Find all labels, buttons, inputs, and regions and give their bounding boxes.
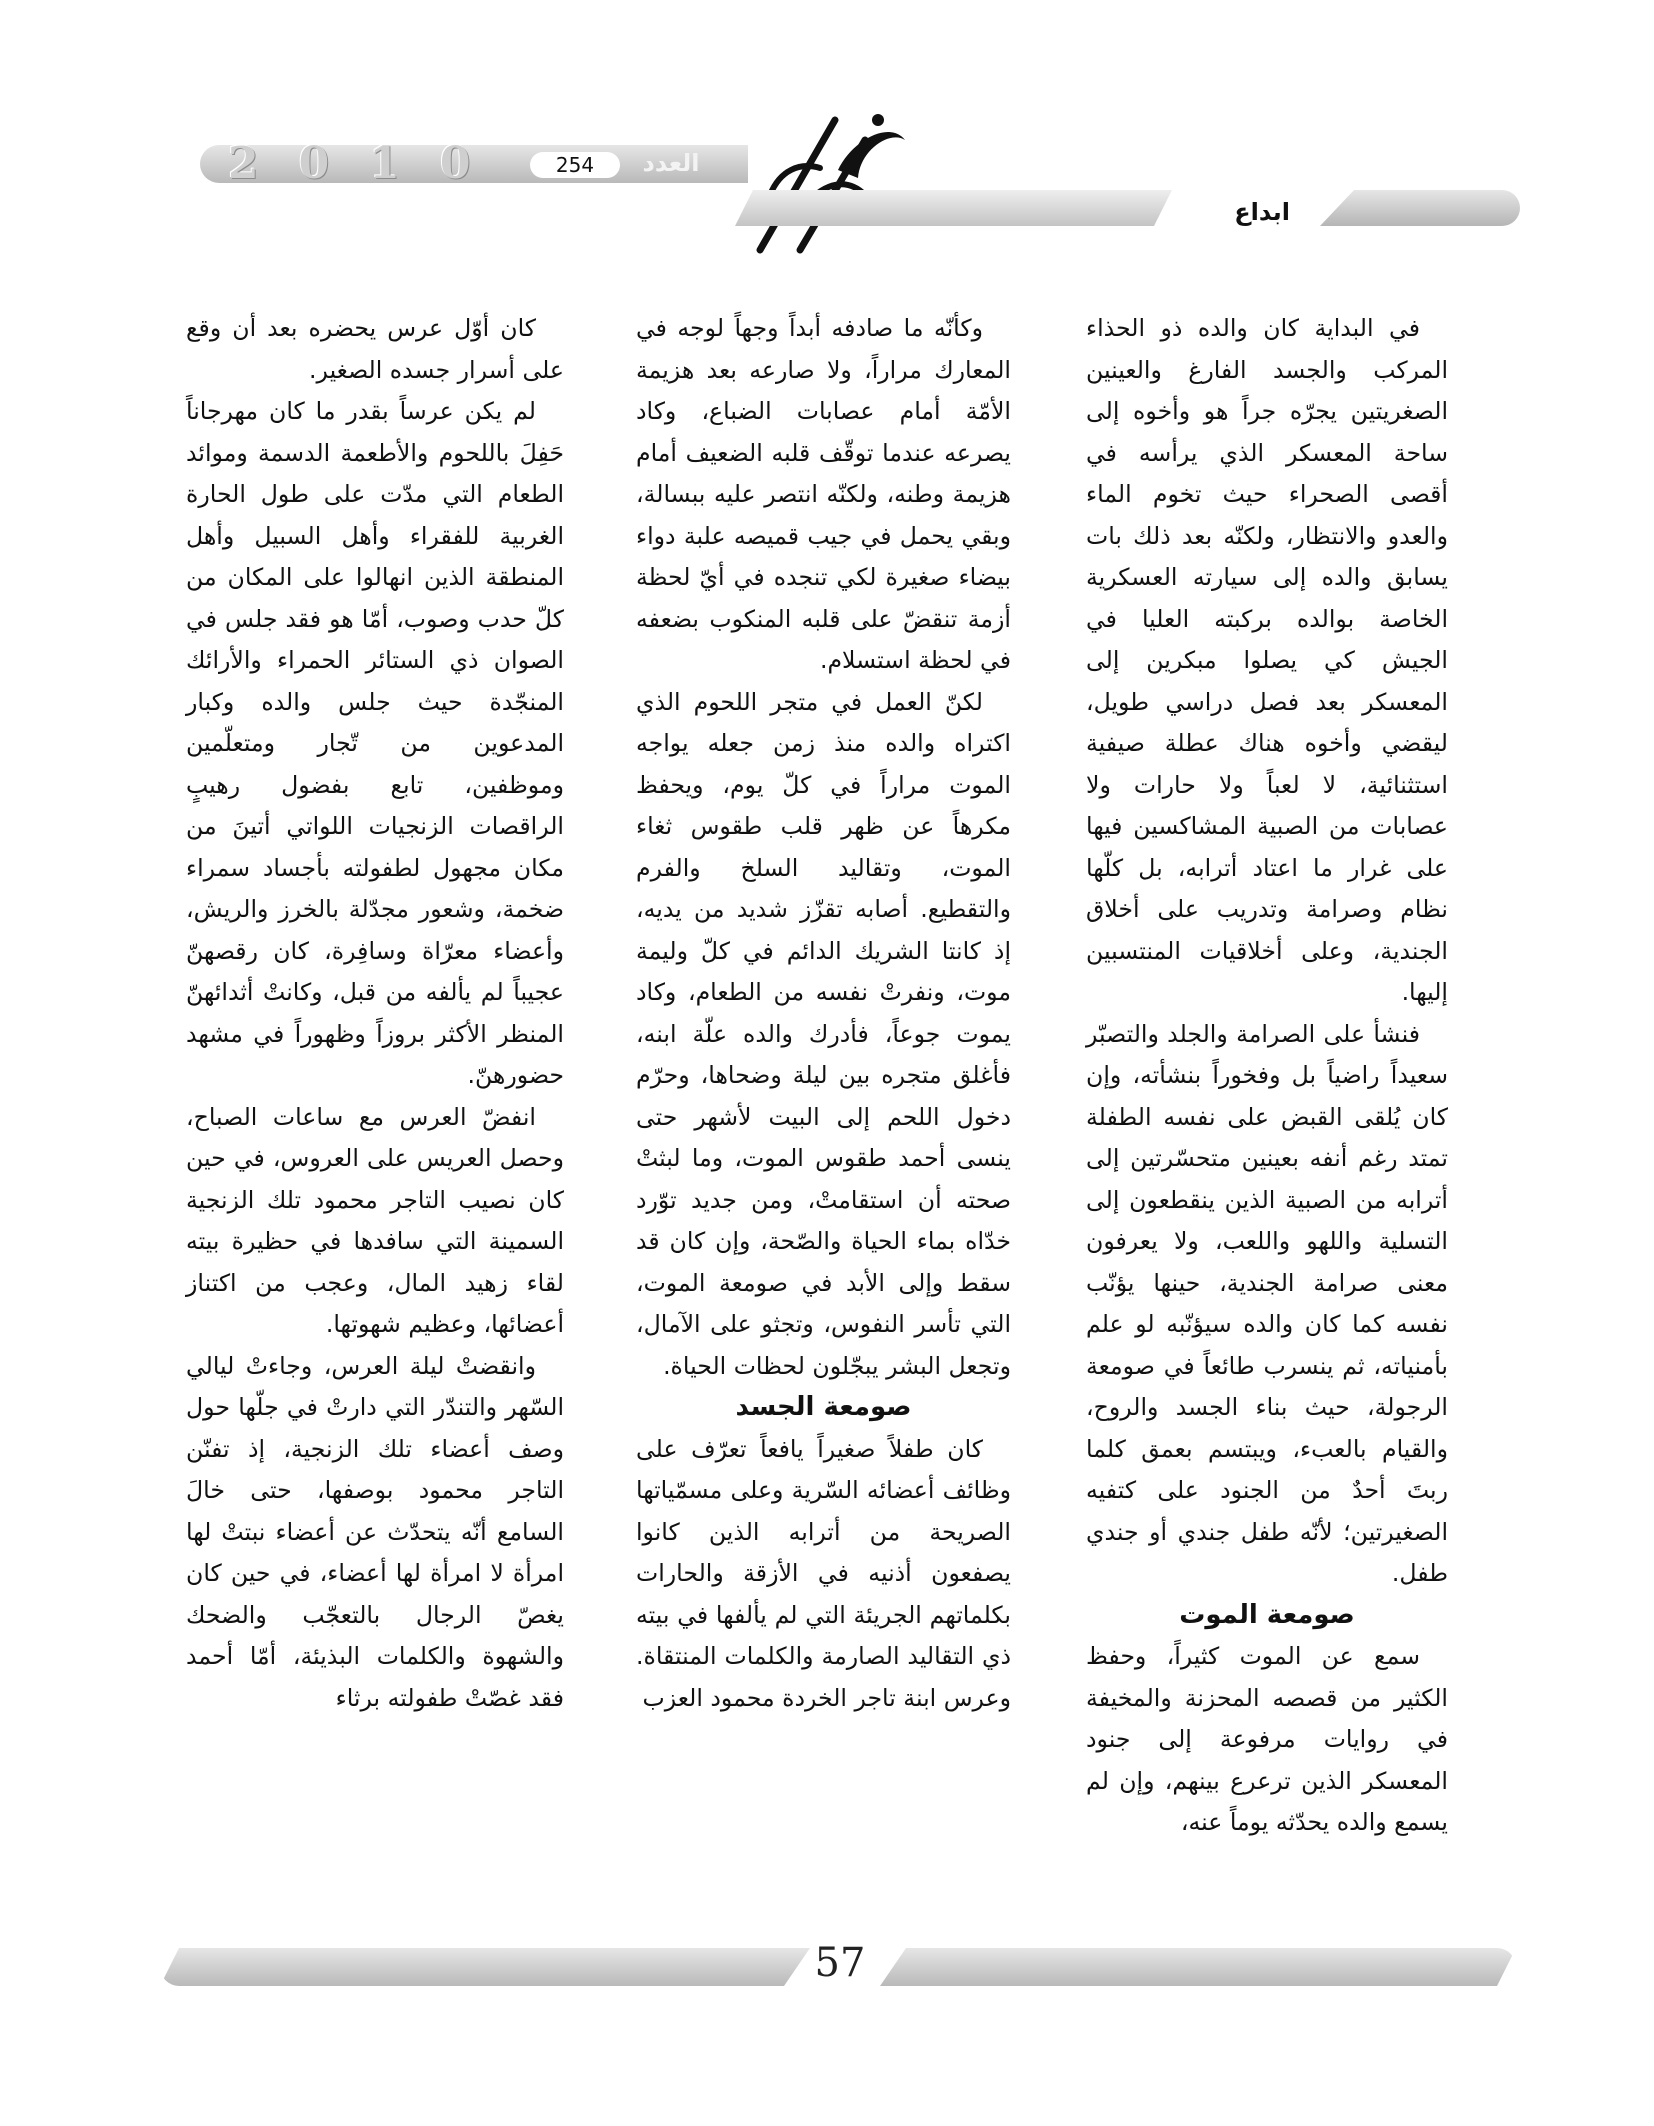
column-left: [186, 308, 564, 1719]
paragraph: سمع عن الموت كثيراً، وحفظ الكثير من قصصه المحزنة والمخيفة في روايات مرفوعة إلى جنود المعسكر الذين ترعرع بينهم، وإن لم يسمع والده يحدّثه يوماً عنه،: [1086, 1642, 1448, 1836]
issue-number: 254: [555, 153, 595, 177]
issue-label: العدد: [642, 149, 700, 177]
column-right: [1086, 308, 1448, 1844]
header-tab-right: [1320, 190, 1520, 226]
subheading: صومعة الموت: [1179, 1599, 1355, 1630]
paragraph: انفضّ العرس مع ساعات الصباح، وحصل العريس على العروس، في حين كان نصيب التاجر محمود تلك الزنجية السمينة التي سافدها في حظيرة بيته لقاء زهيد المال، وعجب من اكتناز أعضائها، وعظيم شهوتها.: [186, 1102, 564, 1338]
paragraph: وكأنّه ما صادفه أبداً وجهاً لوجه في المعارك مراراً، ولا صارعه بعد هزيمة الأمّة أمام عصابات الضباع، وكاد يصرعه عندما توقّف قلبه الضعيف أمام هزيمة وطنه، ولكنّه انتصر عليه ببسالة، وبقي يحمل في جيب قميصه علبة دواء بيضاء صغيرة لكي تنجده في أيّ لحظة أزمة تنقضّ على قلبه المنكوب بضعفه في لحظة استسلام.: [636, 314, 1011, 674]
paragraph: كان طفلاً صغيراً يافعاً تعرّف على وظائف أعضائه السّرية وعلى مسمّياتها الصريحة من أترابه الذين كانوا يصفعون أذنيه في الأزقة والحارات بكلماتهم الجريئة التي لم يألفها في بيته ذي التقاليد الصارمة والكلمات المنتقاة. وعرس ابنة تاجر الخردة محمود العزب: [636, 1434, 1011, 1712]
section-title: ابداع: [1234, 198, 1290, 226]
page-number: 57: [814, 1940, 866, 1986]
subheading: صومعة الجسد: [735, 1392, 912, 1422]
paragraph: وانقضتْ ليلة العرس، وجاءتْ ليالي السّهر والتندّر التي دارتْ في جلّها حول وصف أعضاء تلك الزنجية، إذ تفنّن التاجر محمود بوصفها، حتى خالَ السامع أنّه يتحدّث عن أعضاء نبتتْ لها امرأة لا امرأة لها أعضاء، في حين كان يغصّ الرجال بالتعجّب والضحك والشهوة والكلمات البذيئة، أمّا أحمد فقد غصّتْ طفولته برثاء: [186, 1351, 564, 1712]
paragraph: لم يكن عرساً بقدر ما كان مهرجاناً حَفِلَ باللحوم والأطعمة الدسمة وموائد الطعام التي مدّت على طول الحارة الغربية للفقراء وأهل السبيل وأهل المنطقة الذين انهالوا على المكان من كلّ حدب وصوب، أمّا هو فقد جلس في الصوان ذي الستائر الحمراء والأرائك المنجّدة حيث جلس والده وكبار المدعوين من تّجار ومتعلّمين وموظفين، تابع بفضول رهيبٍ الراقصات الزنجيات اللواتي أتينَ من مكان مجهول لطفولته بأجساد سمراء ضخمة، وشعور مجدّلة بالخرز والريش، وأعضاء معرّاة وسافِرة، كان رقصهنّ عجيباً لم يألفه من قبل، وكانتْ أثدائهنّ المنظر الأكثر بروزاً وظهوراً في مشهد حضورهنّ.: [186, 397, 564, 1089]
paragraph: فنشأ على الصرامة والجلد والتصبّر سعيداً راضياً بل وفخوراً بنشأته، وإن كان يُلقى القبض على نفسه الطفلة تمتد رغم أنفه بعينين متحسّرتين إلى أترابه من الصبية الذين ينقطعون إلى التسلية واللهو واللعب، ولا يعرفون معنى صرامة الجندية، حينها يؤنّب نفسه كما كان والده سيؤنّبه لو علم بأمنياته، ثم ينسرب طائعاً في صومعة الرجولة، حيث بناء الجسد والروح، والقيام بالعبء، ويبتسم بعمق كلما ربتَ أحدٌ من الجنود على كتفيه الصغيرتين؛ لأنّه طفل جندي أو جندي طفل.: [1086, 1019, 1448, 1587]
year-label: 2010: [228, 138, 511, 189]
paragraph: كان أوّل عرس يحضره بعد أن وقع على أسرار جسده الصغير.: [186, 314, 564, 384]
footer-bar-right: [880, 1948, 1516, 1986]
magazine-logo: [740, 100, 910, 260]
column-middle: [636, 308, 1011, 1719]
footer-bar-left: [160, 1948, 810, 1986]
paragraph: في البداية كان والده ذو الحذاء المركب والجسد الفارغ والعينين الصغريتين يجرّه جراً هو وأخوه إلى ساحة المعسكر الذي يرأسه في أقصى الصحراء حيث تخوم الماء والعدو والانتظار، ولكنّه بعد ذلك بات يسابق والده إلى سيارته العسكرية الخاصة بوالده بركبته العليا في الجيش كي يصلوا مبكرين إلى المعسكر بعد فصل دراسي طويل، ليقضي وأخوه هناك عطلة صيفية استثنائية، لا لعباً ولا حارات ولا عصابات من الصبية المشاكسين فيها على غرار ما اعتاد أترابه، بل كلّها نظام وصرامة وتدريب على أخلاق الجندية، وعلى أخلاقيات المنتسبين إليها.: [1086, 314, 1448, 1006]
header-bar-right: [735, 190, 1172, 226]
paragraph: لكنّ العمل في متجر اللحوم الذي اكتراه والده منذ زمن جعله يواجه الموت مراراً في كلّ يوم، ويحفظ مكرهاً عن ظهر قلب طقوس ثغاء الموت، وتقاليد السلخ والفرم والتقطيع. أصابه تقزّز شديد من يديه، إذ كانتا الشريك الدائم في كلّ وليمة موت، ونفرتْ نفسه من الطعام، وكاد يموت جوعاً، فأدرك والده علّة ابنه، فأغلق متجره بين ليلة وضحاها، وحرّم دخول اللحم إلى البيت لأشهر حتى ينسى أحمد طقوس الموت، وما لبثتْ صحته أن استقامتْ، ومن جديد توّرد خدّاه بماء الحياة والصّحة، وإن كان قد سقط وإلى الأبد في صومعة الموت، التي تأسر النفوس، وتجثو على الآمال، وتجعل البشر يبجّلون لحظات الحياة.: [636, 687, 1011, 1380]
